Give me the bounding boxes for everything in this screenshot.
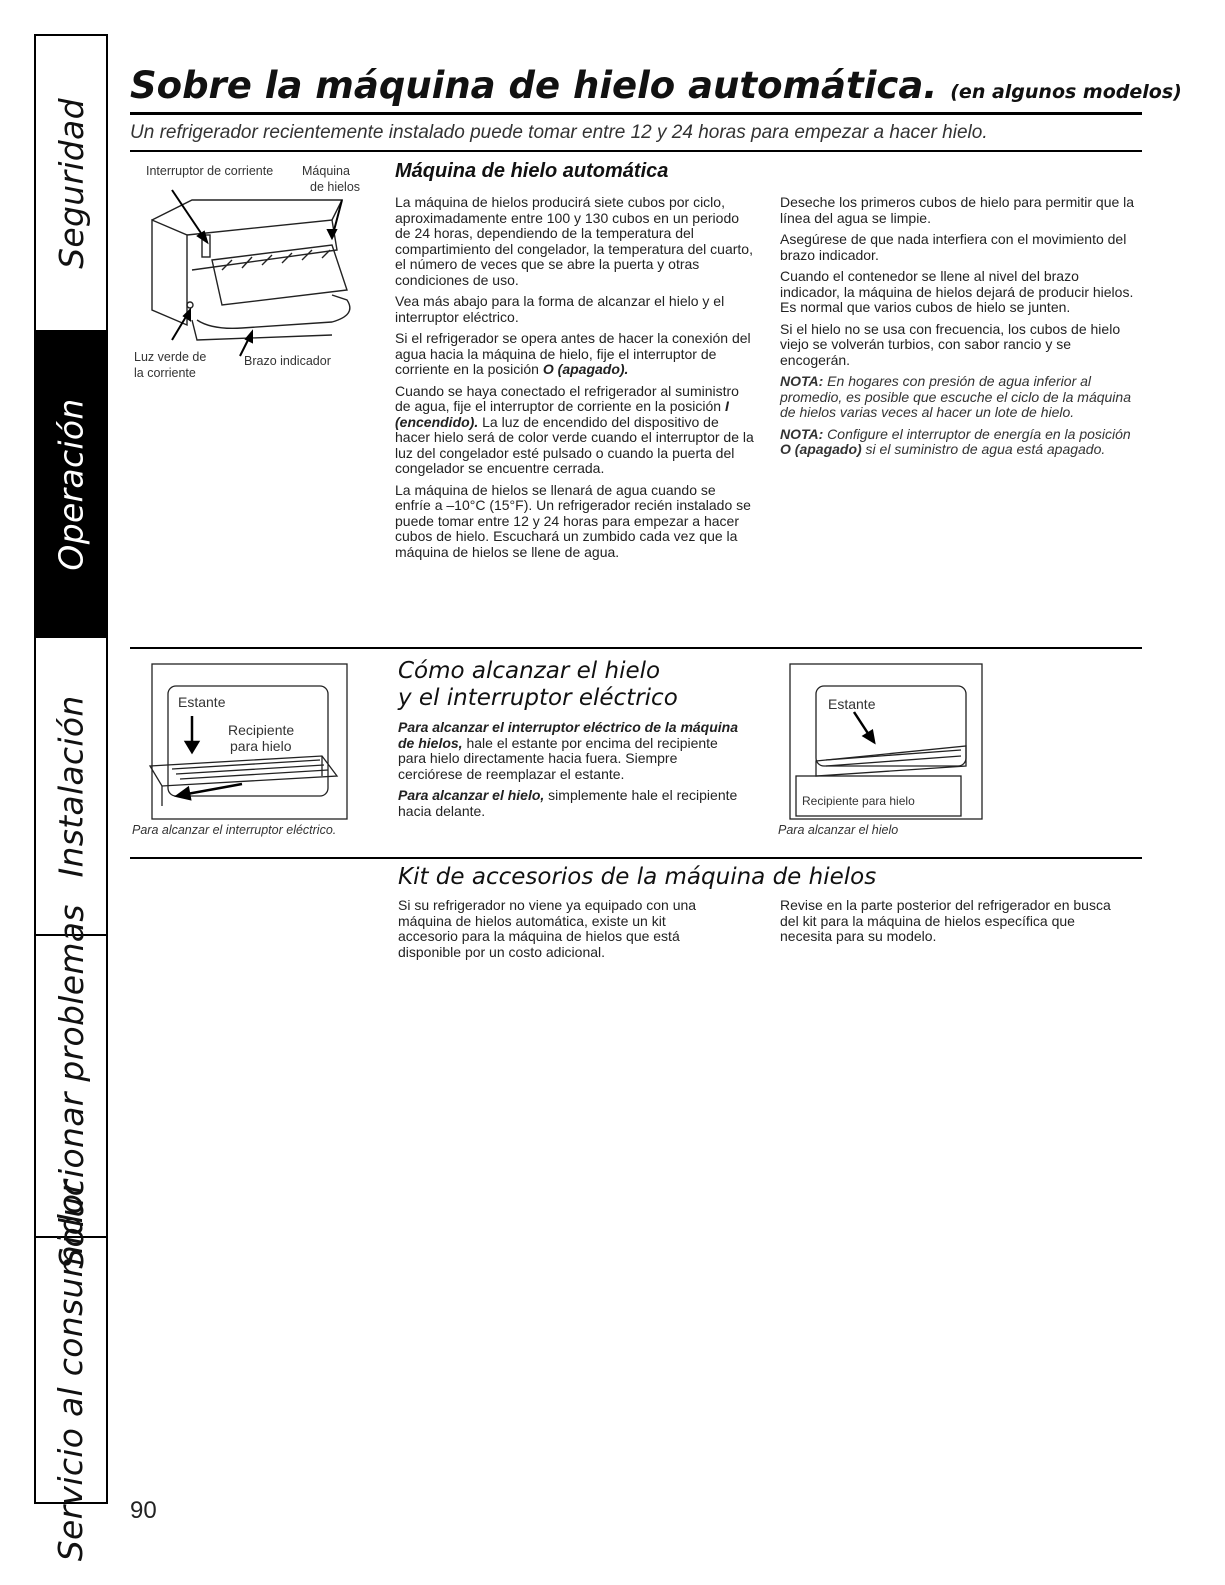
- section-divider: [130, 857, 1142, 859]
- label-shelf-right: Estante: [828, 696, 876, 712]
- icemaker-text-left: [395, 195, 755, 566]
- paragraph: Para alcanzar el hielo, simplemente hale el recipiente hacia delante.: [398, 787, 738, 819]
- kit-text-right: [780, 898, 1125, 951]
- label-light-2: la corriente: [134, 366, 196, 380]
- page-number: 90: [130, 1497, 157, 1524]
- section-heading-access: Cómo alcanzar el hielo y el interruptor eléctrico: [398, 658, 678, 711]
- section-tabs: [34, 34, 108, 1561]
- paragraph: Vea más abajo para la forma de alcanzar el hielo y el interruptor eléctrico.: [395, 293, 725, 325]
- title-note: (en algunos modelos): [950, 81, 1182, 103]
- label-bin-right: Recipiente para hielo: [802, 794, 915, 808]
- section-heading-icemaker: Máquina de hielo automática: [395, 160, 669, 182]
- caption-right: Para alcanzar el hielo: [778, 823, 899, 837]
- shelf-illustration-left: [132, 656, 382, 842]
- note: NOTA: Configure el interruptor de energía en la posición O (apagado) si el suministro de agua está apagado.: [780, 425, 1131, 457]
- page-subtitle: Un refrigerador recientemente instalado puede tomar entre 12 y 24 horas para empezar a hacer hielo.: [130, 122, 988, 143]
- section-divider: [130, 647, 1142, 649]
- tab-servicio-al-consumidor[interactable]: Servicio al consumidor: [51, 1179, 91, 1561]
- kit-text-left: [398, 898, 718, 966]
- caption-left: Para alcanzar el interruptor eléctrico.: [132, 823, 337, 837]
- tab-instalacion[interactable]: Instalación: [36, 638, 106, 936]
- access-text: [398, 720, 743, 825]
- paragraph: Si el refrigerador se opera antes de hacer la conexión del agua hacia la máquina de hielo, fije el interruptor de corriente en la posición O (apagado).: [395, 330, 751, 377]
- title-rule: [130, 112, 1142, 115]
- subtitle-rule: [130, 150, 1142, 152]
- paragraph: Cuando el contenedor se llene al nivel del brazo indicador, la máquina de hielos dejará de producir hielos. Es normal que varios cubos de hielo se junten.: [780, 268, 1134, 315]
- paragraph: Deseche los primeros cubos de hielo para permitir que la línea del agua se limpie.: [780, 194, 1135, 226]
- label-bin-left-1: Recipiente: [228, 722, 295, 738]
- page-title: Sobre la máquina de hielo automática. (en algunos modelos): [130, 64, 1182, 107]
- paragraph: Revise en la parte posterior del refrigerador en busca del kit para la máquina de hielos específica que necesita para su modelo.: [780, 897, 1111, 944]
- paragraph: Asegúrese de que nada interfiera con el movimiento del brazo indicador.: [780, 231, 1127, 263]
- shelf-illustration-right: [776, 656, 1016, 842]
- label-icemaker-2: de hielos: [310, 180, 361, 194]
- label-icemaker-1: Máquina: [302, 164, 350, 178]
- label-arm: Brazo indicador: [244, 354, 331, 368]
- paragraph: Si su refrigerador no viene ya equipado con una máquina de hielos automática, existe un kit accesorio para la máquina de hielos que está disponible por un costo adicional.: [398, 897, 697, 960]
- label-shelf-left: Estante: [178, 694, 226, 710]
- paragraph: La máquina de hielos se llenará de agua cuando se enfríe a –10°C (15°F). Un refrigerador recién instalado se puede tomar entre 12 y 24 horas para empezar a hacer cubos de hielo. Escuchará un zumbido cada vez que la máquina de hielos se llene de agua.: [395, 481, 751, 560]
- paragraph: Cuando se haya conectado el refrigerador al suministro de agua, fije el interruptor de corriente en la posición I (encendido). La luz de encendido del dispositivo de hacer hielo será de color verde cuando el interruptor de la luz del congelador esté pulsado o cuando la puerta del congelador se encuentre cerrada.: [395, 382, 754, 476]
- label-bin-left-2: para hielo: [230, 738, 292, 754]
- label-switch: Interruptor de corriente: [146, 164, 274, 178]
- note: NOTA: En hogares con presión de agua inferior al promedio, es posible que escuche el ciclo de la máquina de hielos varias veces al hacer un lote de hielo.: [780, 373, 1131, 420]
- icemaker-illustration: [132, 160, 377, 390]
- paragraph: La máquina de hielos producirá siete cubos por ciclo, aproximadamente entre 100 y 130 cubos en un periodo de 24 horas, dependiendo de la temperatura del compartimiento del congelador, la temperatura del cuarto, el número de veces que se abre la puerta y otras condiciones de uso.: [395, 194, 753, 288]
- tab-seguridad[interactable]: Seguridad: [36, 36, 106, 332]
- paragraph: Para alcanzar el interruptor eléctrico de la máquina de hielos, hale el estante por encima del recipiente para hielo directamente hacia fuera. Siempre cerciórese de reemplazar el estante.: [398, 719, 739, 782]
- icemaker-text-right: [780, 195, 1142, 464]
- tab-operacion[interactable]: Operación: [36, 332, 106, 638]
- section-heading-kit: Kit de accesorios de la máquina de hielos: [398, 864, 877, 890]
- tab-solucionar-problemas[interactable]: Solucionar problemas: [36, 936, 106, 1238]
- label-light-1: Luz verde de: [134, 350, 207, 364]
- paragraph: Si el hielo no se usa con frecuencia, los cubos de hielo viejo se volverán turbios, con sabor rancio y se encogerán.: [780, 320, 1121, 368]
